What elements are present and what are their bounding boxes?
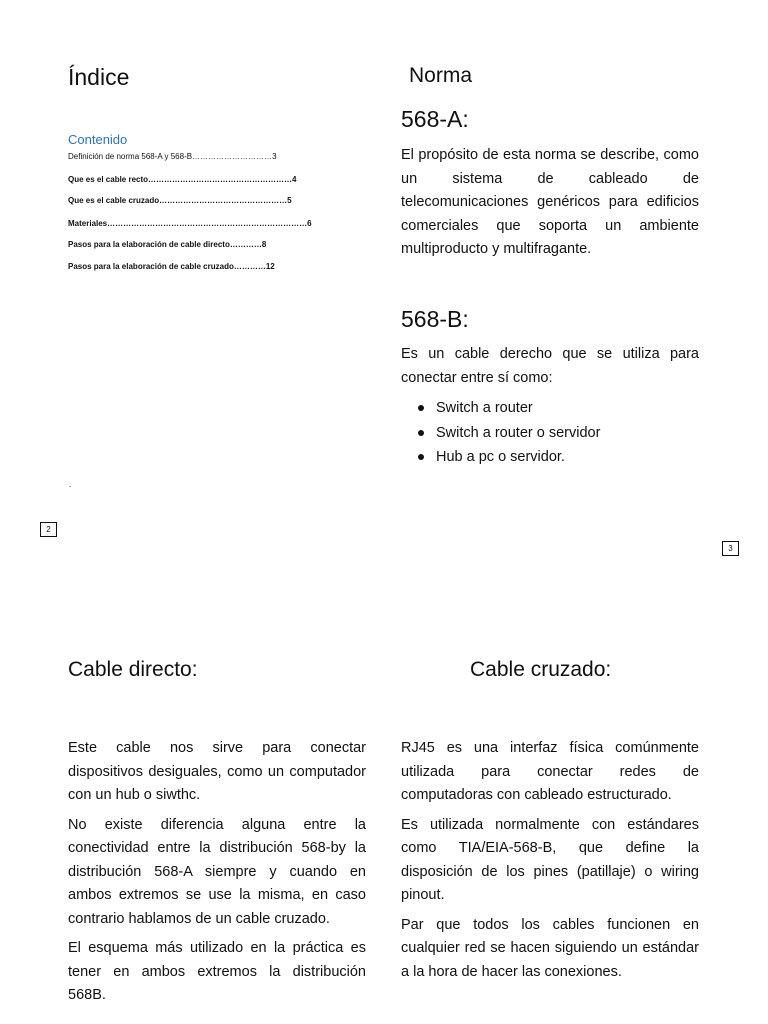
- connection-list: [414, 396, 704, 470]
- paragraph-text: El propósito de esta norma se describe, como un sistema de cableado de telecomunicaciones genéricos para edificios comerciales que soporta un ambiente multiproducto y multifragante.: [401, 147, 699, 257]
- cable-directo-body: [68, 737, 366, 1014]
- toc-entry[interactable]: Pasos para la elaboración de cable cruzado…………12: [68, 262, 275, 271]
- section-568a-paragraph: [401, 144, 699, 268]
- cable-directo-title: Cable directo:: [68, 658, 198, 681]
- paragraph-text: RJ45 es una interfaz física comúnmente utilizada para conectar redes de computadoras con cableado estructurado.: [401, 740, 699, 803]
- section-568b-paragraph: [401, 343, 699, 396]
- norma-title: Norma: [409, 64, 473, 87]
- toc-entry[interactable]: Definición de norma 568-A y 568-B…………………………3: [68, 152, 277, 161]
- paragraph-text: Par que todos los cables funcionen en cualquier red se hacen siguiendo un estándar a la hora de hacer las conexiones.: [401, 916, 699, 980]
- page-number-box: 2: [40, 522, 57, 537]
- section-568a-heading: 568-A:: [401, 106, 469, 132]
- toc-entry[interactable]: Materiales…………………………………………………………………6: [68, 219, 312, 228]
- stray-dot: .: [69, 480, 72, 489]
- paragraph-text: Es un cable derecho que se utiliza para conectar entre sí como:: [401, 346, 699, 386]
- cable-cruzado-body: [401, 737, 699, 990]
- toc-entry[interactable]: Que es el cable recto………………………………………………4: [68, 175, 297, 184]
- toc-entry[interactable]: Pasos para la elaboración de cable directo…………8: [68, 240, 267, 249]
- paragraph-text: Es utilizada normalmente con estándares como TIA/EIA-568-B, que define la disposición de los pines (patillaje) o wiring pinout.: [401, 816, 699, 903]
- list-item: Switch a router: [414, 396, 704, 421]
- toc-entry[interactable]: Que es el cable cruzado…………………………………………5: [68, 196, 292, 205]
- list-item: Hub a pc o servidor.: [414, 445, 704, 470]
- toc-heading: Contenido: [68, 132, 128, 147]
- cable-cruzado-title: Cable cruzado:: [470, 658, 612, 681]
- paragraph-text: No existe diferencia alguna entre la conectividad entre la distribución 568-by la distribución 568-A siempre y cuando en ambos extremos se use la misma, en caso contrario hablamos de un cable cruzado.: [68, 816, 366, 927]
- section-568b-heading: 568-B:: [401, 306, 469, 332]
- paragraph-text: Este cable nos sirve para conectar dispositivos desiguales, como un computador con un hub o siwthc.: [68, 740, 366, 803]
- page-number-box: 3: [722, 541, 739, 556]
- list-item: Switch a router o servidor: [414, 421, 704, 446]
- index-title: Índice: [68, 64, 130, 90]
- paragraph-text: El esquema más utilizado en la práctica es tener en ambos extremos la distribución 568B.: [68, 940, 366, 1003]
